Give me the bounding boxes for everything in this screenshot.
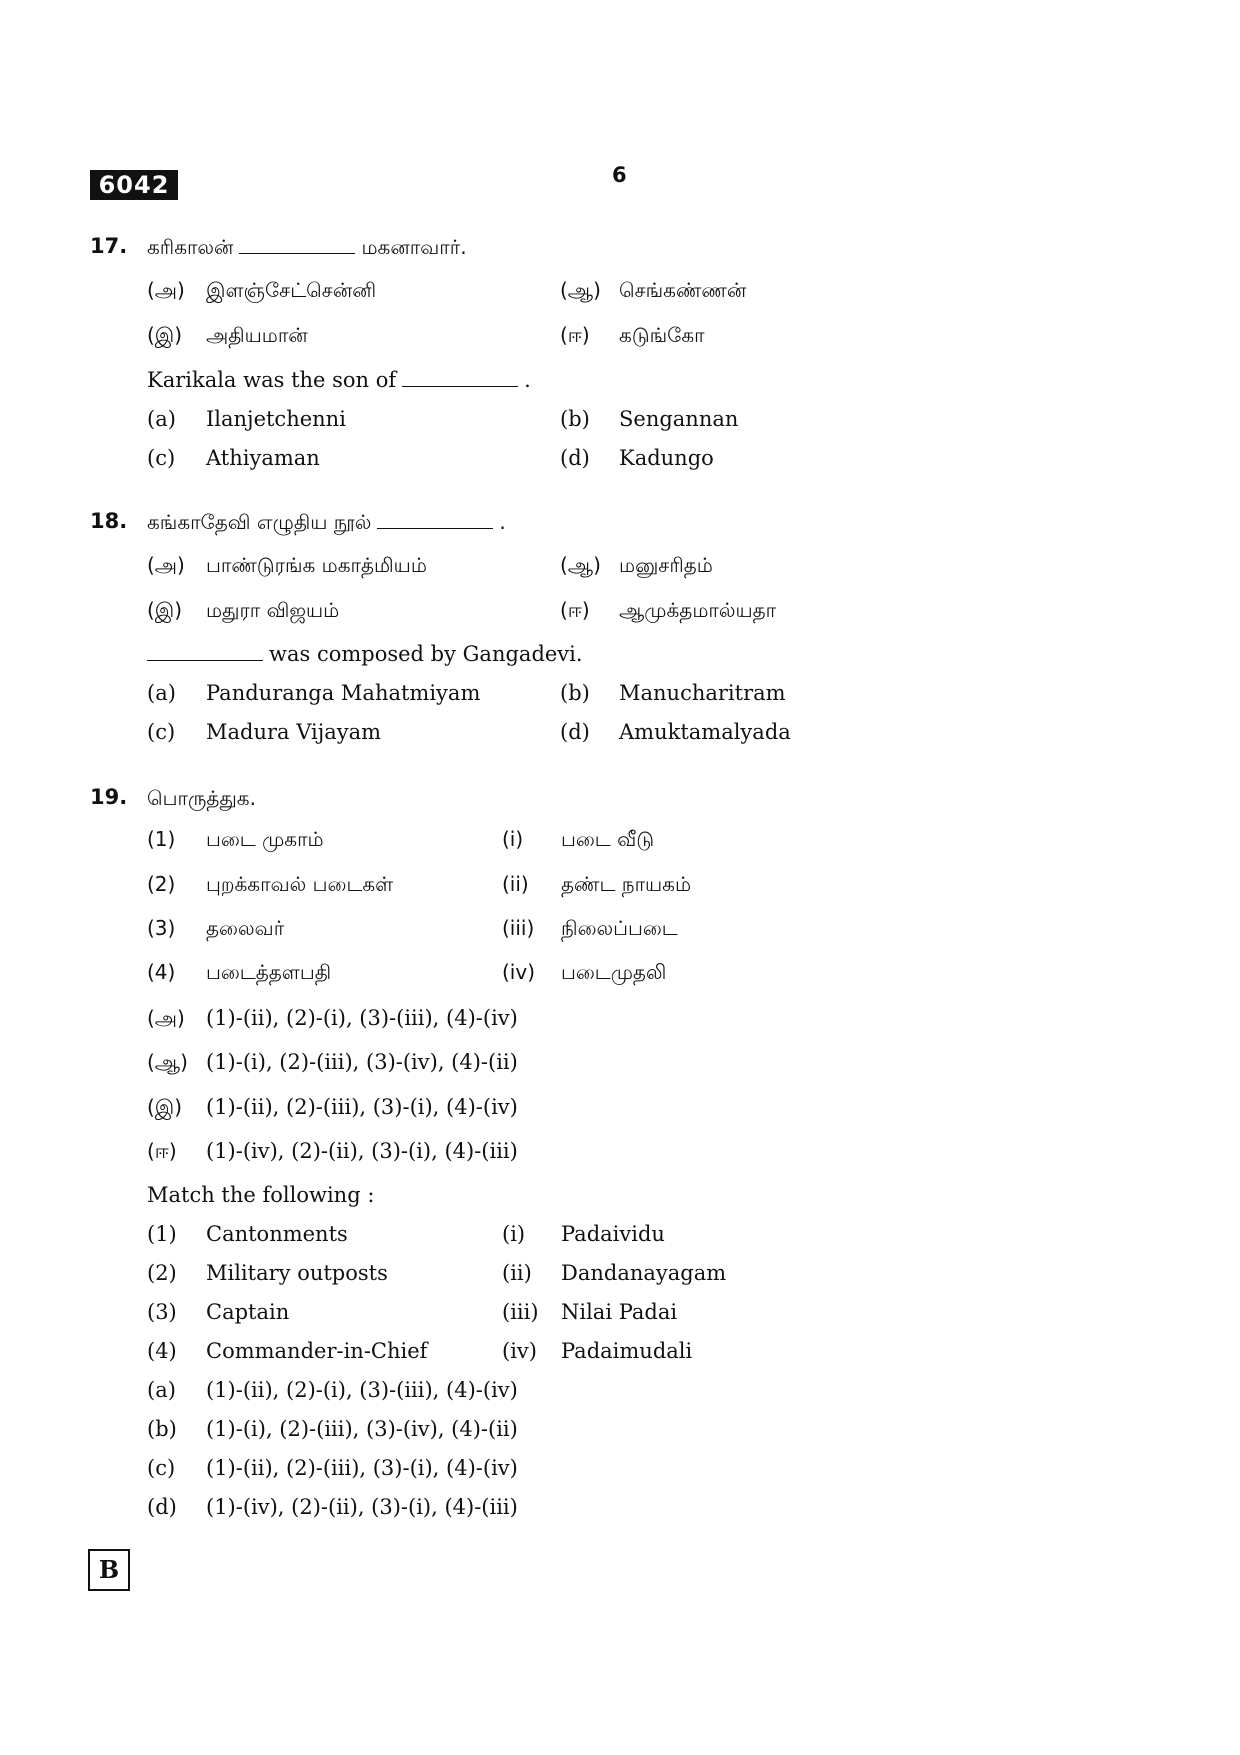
option-label: (ஈ) (560, 598, 590, 622)
pair-left-text: புறக்காவல் படைகள் (206, 872, 394, 896)
question-19-tamil-stem: பொருத்துக. (147, 786, 256, 810)
option-text: (1)-(ii), (2)-(i), (3)-(iii), (4)-(iv) (206, 1378, 518, 1402)
question-17-english-stem (147, 368, 531, 392)
pair-right-text: Dandanayagam (561, 1261, 727, 1285)
pair-right-label: (iv) (502, 960, 535, 984)
pair-left-label: (3) (147, 916, 176, 940)
question-18-tamil-stem (147, 510, 506, 537)
stem-text-post: மகனாவார். (361, 235, 467, 259)
option-text: மனுசரிதம் (619, 553, 713, 577)
option-label: (b) (560, 681, 590, 705)
option-label: (a) (147, 407, 176, 431)
pair-left-label: (4) (147, 960, 176, 984)
pair-left-text: Captain (206, 1300, 290, 1324)
option-label: (அ) (147, 278, 185, 302)
stem-text-post: . (524, 368, 531, 392)
stem-text-pre: கங்காதேவி எழுதிய நூல் (147, 510, 372, 534)
answer-blank (402, 385, 518, 387)
option-text: Amuktamalyada (619, 720, 791, 744)
pair-left-text: படைத்தளபதி (206, 960, 332, 984)
option-text: (1)-(ii), (2)-(iii), (3)-(i), (4)-(iv) (206, 1095, 518, 1119)
pair-left-label: (2) (147, 872, 176, 896)
option-label: (d) (560, 446, 590, 470)
option-text: Kadungo (619, 446, 714, 470)
answer-blank (377, 527, 493, 529)
question-18-number: 18. (90, 509, 128, 533)
option-label: (c) (147, 1456, 176, 1480)
option-text: ஆமுக்தமால்யதா (619, 598, 777, 622)
pair-right-text: நிலைப்படை (561, 916, 678, 940)
option-text: Sengannan (619, 407, 739, 431)
option-label: (a) (147, 1378, 176, 1402)
pair-right-text: தண்ட நாயகம் (561, 872, 692, 896)
question-18-english-stem (147, 642, 583, 666)
pair-left-label: (1) (147, 1222, 177, 1246)
option-text: Madura Vijayam (206, 720, 382, 744)
option-label: (இ) (147, 323, 183, 347)
pair-left-text: Cantonments (206, 1222, 348, 1246)
pair-right-text: படைமுதலி (561, 960, 667, 984)
pair-left-label: (3) (147, 1300, 177, 1324)
option-text: (1)-(iv), (2)-(ii), (3)-(i), (4)-(iii) (206, 1495, 518, 1519)
option-text: Athiyaman (206, 446, 320, 470)
pair-left-label: (4) (147, 1339, 177, 1363)
option-label: (c) (147, 446, 176, 470)
stem-text-post: was composed by Gangadevi. (269, 642, 583, 666)
pair-right-text: Padaimudali (561, 1339, 693, 1363)
option-text: பாண்டுரங்க மகாத்மியம் (206, 553, 427, 577)
option-label: (b) (560, 407, 590, 431)
answer-blank (147, 659, 263, 661)
option-text: இளஞ்சேட்சென்னி (206, 278, 377, 302)
pair-right-text: Padaividu (561, 1222, 665, 1246)
pair-right-label: (iii) (502, 1300, 539, 1324)
pair-right-text: Nilai Padai (561, 1300, 678, 1324)
pair-left-text: படை முகாம் (206, 827, 324, 851)
stem-text-post: . (499, 510, 506, 534)
option-text: (1)-(ii), (2)-(i), (3)-(iii), (4)-(iv) (206, 1006, 518, 1030)
option-text: Ilanjetchenni (206, 407, 346, 431)
pair-left-text: தலைவர் (206, 916, 285, 940)
option-label: (அ) (147, 553, 185, 577)
pair-left-text: Military outposts (206, 1261, 388, 1285)
pair-right-label: (i) (502, 1222, 526, 1246)
pair-left-label: (2) (147, 1261, 177, 1285)
option-label: (ஆ) (560, 278, 601, 302)
question-19-english-stem: Match the following : (147, 1183, 375, 1207)
option-text: செங்கண்ணன் (619, 278, 747, 302)
option-text: (1)-(i), (2)-(iii), (3)-(iv), (4)-(ii) (206, 1050, 518, 1074)
pair-right-label: (ii) (502, 872, 529, 896)
pair-right-text: படை வீடு (561, 827, 655, 851)
option-label: (அ) (147, 1006, 185, 1030)
option-label: (d) (147, 1495, 177, 1519)
series-code-box: B (88, 1549, 130, 1591)
stem-text-pre: கரிகாலன் (147, 235, 234, 259)
option-text: Manucharitram (619, 681, 786, 705)
pair-right-label: (iv) (502, 1339, 537, 1363)
page-number: 6 (612, 163, 627, 187)
paper-code-badge: 6042 (90, 170, 178, 200)
pair-right-label: (i) (502, 827, 524, 851)
option-label: (ஆ) (147, 1050, 188, 1074)
option-label: (இ) (147, 1095, 183, 1119)
option-label: (c) (147, 720, 176, 744)
option-label: (d) (560, 720, 590, 744)
question-19-number: 19. (90, 785, 128, 809)
option-label: (ஈ) (147, 1139, 177, 1163)
pair-left-text: Commander-in-Chief (206, 1339, 428, 1363)
pair-right-label: (iii) (502, 916, 535, 940)
option-label: (b) (147, 1417, 177, 1441)
option-label: (ஆ) (560, 553, 601, 577)
pair-left-label: (1) (147, 827, 176, 851)
question-17-tamil-stem (147, 235, 467, 262)
option-text: Panduranga Mahatmiyam (206, 681, 481, 705)
option-text: மதுரா விஜயம் (206, 598, 340, 622)
option-label: (ஈ) (560, 323, 590, 347)
option-text: (1)-(ii), (2)-(iii), (3)-(i), (4)-(iv) (206, 1456, 518, 1480)
option-text: கடுங்கோ (619, 323, 705, 347)
pair-right-label: (ii) (502, 1261, 532, 1285)
question-17-number: 17. (90, 234, 128, 258)
option-text: (1)-(iv), (2)-(ii), (3)-(i), (4)-(iii) (206, 1139, 518, 1163)
option-text: அதியமான் (206, 323, 308, 347)
option-label: (a) (147, 681, 176, 705)
option-text: (1)-(i), (2)-(iii), (3)-(iv), (4)-(ii) (206, 1417, 518, 1441)
option-label: (இ) (147, 598, 183, 622)
stem-text-pre: Karikala was the son of (147, 368, 397, 392)
answer-blank (239, 252, 355, 254)
